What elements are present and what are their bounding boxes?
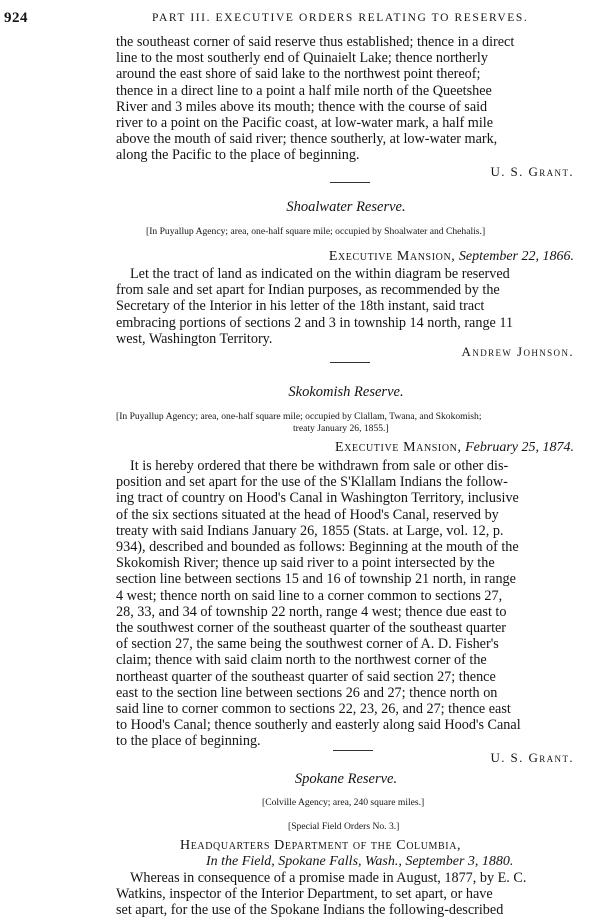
agency-note-spokane: [Colville Agency; area, 240 square miles.] <box>262 797 425 808</box>
text-line: northeast quarter of the southeast quarter of said section 27; thence <box>116 668 496 685</box>
continuation-paragraph <box>116 34 576 164</box>
text-line: It is hereby ordered that there be withdrawn from sale or other dis- <box>130 458 509 474</box>
agency-note-shoalwater: [In Puyallup Agency; area, one-half square mile; occupied by Shoalwater and Chehalis.] <box>146 226 486 237</box>
order-text-shoalwater <box>116 266 576 347</box>
text-line: claim; thence with said claim north to the northwest corner of the <box>116 652 487 669</box>
text-line: 28, 33, and 34 of township 22 north, range 4 west; thence due east to <box>116 603 507 620</box>
dateline-date: February 25, 1874. <box>465 440 574 455</box>
text-line: embracing portions of sections 2 and 3 in township 14 north, range 11 <box>116 314 514 331</box>
section-divider <box>333 750 373 751</box>
agency-note-skokomish: [In Puyallup Agency; area, one-half square mile; occupied by Clallam, Twana, and Skokomish; <box>116 411 482 422</box>
hq-heading: Headquarters Department of the Columbia, <box>180 838 462 853</box>
dateline-place: Executive Mansion, <box>335 440 462 455</box>
order-text-skokomish <box>116 458 576 750</box>
dateline-date: September 22, 1866. <box>458 249 574 264</box>
signature-johnson: Andrew Johnson. <box>461 344 574 359</box>
text-line: 4 west; thence north on said line to a corner common to sections 27, <box>116 587 503 604</box>
section-divider <box>330 362 370 363</box>
text-line: 934), described and bounded as follows: Beginning at the mouth of the <box>116 539 519 556</box>
text-line: east to the section line between sections 26 and 27; thence north on <box>116 684 498 701</box>
section-title-spokane: Spokane Reserve. <box>294 771 398 787</box>
running-title: PART III. EXECUTIVE ORDERS RELATING TO RESERVES. <box>152 12 529 24</box>
text-line: Let the tract of land as indicated on the within diagram be reserved <box>130 266 510 282</box>
text-line: the southwest corner of the southeast quarter of the southeast quarter <box>116 620 507 637</box>
text-line: around the east shore of said lake to the northwest point thereof; <box>116 66 481 83</box>
text-line: thence in a direct line to a point a half mile north of the Queetshee <box>116 82 492 99</box>
section-title-shoalwater: Shoalwater Reserve. <box>286 199 406 215</box>
text-line: Whereas in consequence of a promise made in August, 1877, by E. C. <box>130 870 527 886</box>
agency-note-skokomish-cont: treaty January 26, 1855.] <box>293 423 389 434</box>
hq-dateline: In the Field, Spokane Falls, Wash., September 3, 1880. <box>206 854 514 869</box>
text-line: Secretary of the Interior in his letter of the 18th instant, said tract <box>116 298 485 315</box>
dateline-skokomish <box>335 440 574 456</box>
text-line: above the mouth of said river; thence southerly, at low-water mark, <box>116 131 498 148</box>
text-line: set apart, for the use of the Spokane Indians the following-described <box>116 902 504 919</box>
text-line: to the place of beginning. <box>116 733 261 750</box>
text-line: west, Washington Territory. <box>116 330 273 347</box>
text-line: river to a point on the Pacific coast, at low-water mark, a half mile <box>116 115 494 132</box>
text-line: section line between sections 15 and 16 of township 21 north, in range <box>116 571 516 588</box>
text-line: said line to corner common to sections 22, 23, 26, and 27; thence east <box>116 701 511 718</box>
text-line: line to the most southerly end of Quinaielt Lake; thence northerly <box>116 50 488 67</box>
text-line: to Hood's Canal; thence southerly and easterly along said Hood's Canal <box>116 717 521 734</box>
section-divider <box>330 182 370 183</box>
text-line: of the six sections situated at the head of Hood's Canal, reserved by <box>116 506 499 523</box>
text-line: of section 27, the same being the southwest corner of A. D. Fisher's <box>116 636 499 653</box>
text-line: River and 3 miles above its mouth; thence with the course of said <box>116 98 488 115</box>
text-line: the southeast corner of said reserve thus established; thence in a direct <box>116 34 515 50</box>
dateline-place: Executive Mansion, <box>328 249 456 264</box>
special-orders-note: [Special Field Orders No. 3.] <box>288 821 400 832</box>
text-line: treaty with said Indians January 26, 1855 (Stats. at Large, vol. 12, p. <box>116 522 504 539</box>
signature-grant-1: U. S. Grant. <box>490 164 574 179</box>
text-line: along the Pacific to the place of beginning. <box>116 147 360 164</box>
text-line: Watkins, inspector of the Interior Department, to set apart, or have <box>116 886 493 903</box>
signature-grant-2: U. S. Grant. <box>490 750 574 765</box>
order-text-spokane <box>116 870 576 919</box>
page-number: 924 <box>4 10 28 26</box>
text-line: ing tract of country on Hood's Canal in Washington Territory, inclusive <box>116 490 519 507</box>
text-line: from sale and set apart for Indian purposes, as recommended by the <box>116 282 500 299</box>
section-title-skokomish: Skokomish Reserve. <box>288 384 404 400</box>
dateline-shoalwater <box>329 249 574 265</box>
running-head <box>4 10 580 28</box>
text-line: position and set apart for the use of the S'Klallam Indians the follow- <box>116 474 508 491</box>
text-line: Skokomish River; thence up said river to a point intersected by the <box>116 555 495 572</box>
